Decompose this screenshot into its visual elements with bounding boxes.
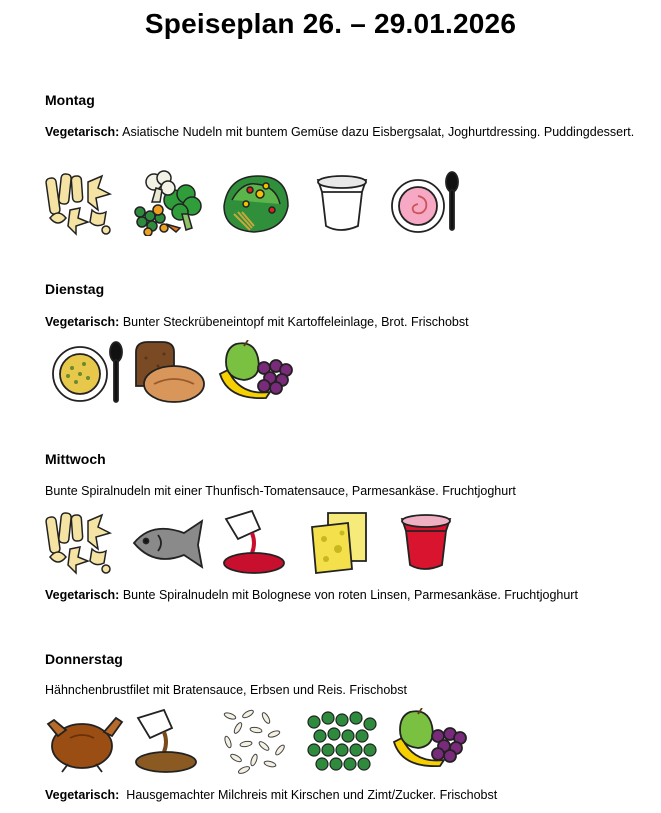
menu-text: Bunter Steckrübeneintopf mit Kartoffeleinlage, Brot. Frischobst <box>119 315 469 329</box>
menu-text: Hähnchenbrustfilet mit Bratensauce, Erbsen und Reis. Frischobst <box>45 683 407 697</box>
menu-line <box>45 681 635 700</box>
menu-line <box>45 313 635 332</box>
page-title: Speiseplan 26. – 29.01.2026 <box>144 8 517 39</box>
menu-text: Bunte Spiralnudeln mit Bolognese von roten Linsen, Parmesankäse. Fruchtjoghurt <box>119 588 578 602</box>
day-heading-donnerstag: Donnerstag <box>45 651 123 667</box>
peas-icon <box>306 708 380 774</box>
cheese-icon <box>308 509 372 575</box>
yogurt-cup-icon <box>312 170 372 236</box>
pasta-icon <box>44 170 116 236</box>
soup-bowl-icon <box>50 340 130 406</box>
menu-line <box>45 786 635 805</box>
bread-icon <box>132 340 210 406</box>
day-heading-dienstag: Dienstag <box>45 281 105 297</box>
fruit-icon <box>216 340 296 406</box>
pudding-bowl-icon <box>390 170 470 236</box>
vegetables-icon <box>130 170 206 236</box>
gravy-icon <box>132 708 212 774</box>
menu-text: Asiatische Nudeln mit buntem Gemüse dazu Eisbergsalat, Joghurtdressing. Puddingdessert. <box>119 125 635 139</box>
salad-icon <box>220 170 292 236</box>
red-sauce-icon <box>220 509 300 575</box>
pasta-icon <box>44 509 116 575</box>
vegetarian-label: Vegetarisch: <box>45 315 120 329</box>
menu-line <box>45 482 635 501</box>
day-heading-mittwoch: Mittwoch <box>45 451 106 467</box>
vegetarian-label: Vegetarisch: <box>45 125 120 139</box>
rice-icon <box>220 708 290 774</box>
menu-line <box>45 586 635 605</box>
menu-line <box>45 123 635 142</box>
day-heading-montag: Montag <box>45 92 95 108</box>
menu-text: Hausgemachter Milchreis mit Kirschen und Zimt/Zucker. Frischobst <box>119 788 498 802</box>
vegetarian-label: Vegetarisch: <box>45 788 120 802</box>
roast-chicken-icon <box>44 708 124 774</box>
vegetarian-label: Vegetarisch: <box>45 588 120 602</box>
fruit-yogurt-icon <box>394 509 458 575</box>
fruit-icon <box>390 708 470 774</box>
menu-text: Bunte Spiralnudeln mit einer Thunfisch-Tomatensauce, Parmesankäse. Fruchtjoghurt <box>45 484 516 498</box>
fish-icon <box>130 509 210 575</box>
